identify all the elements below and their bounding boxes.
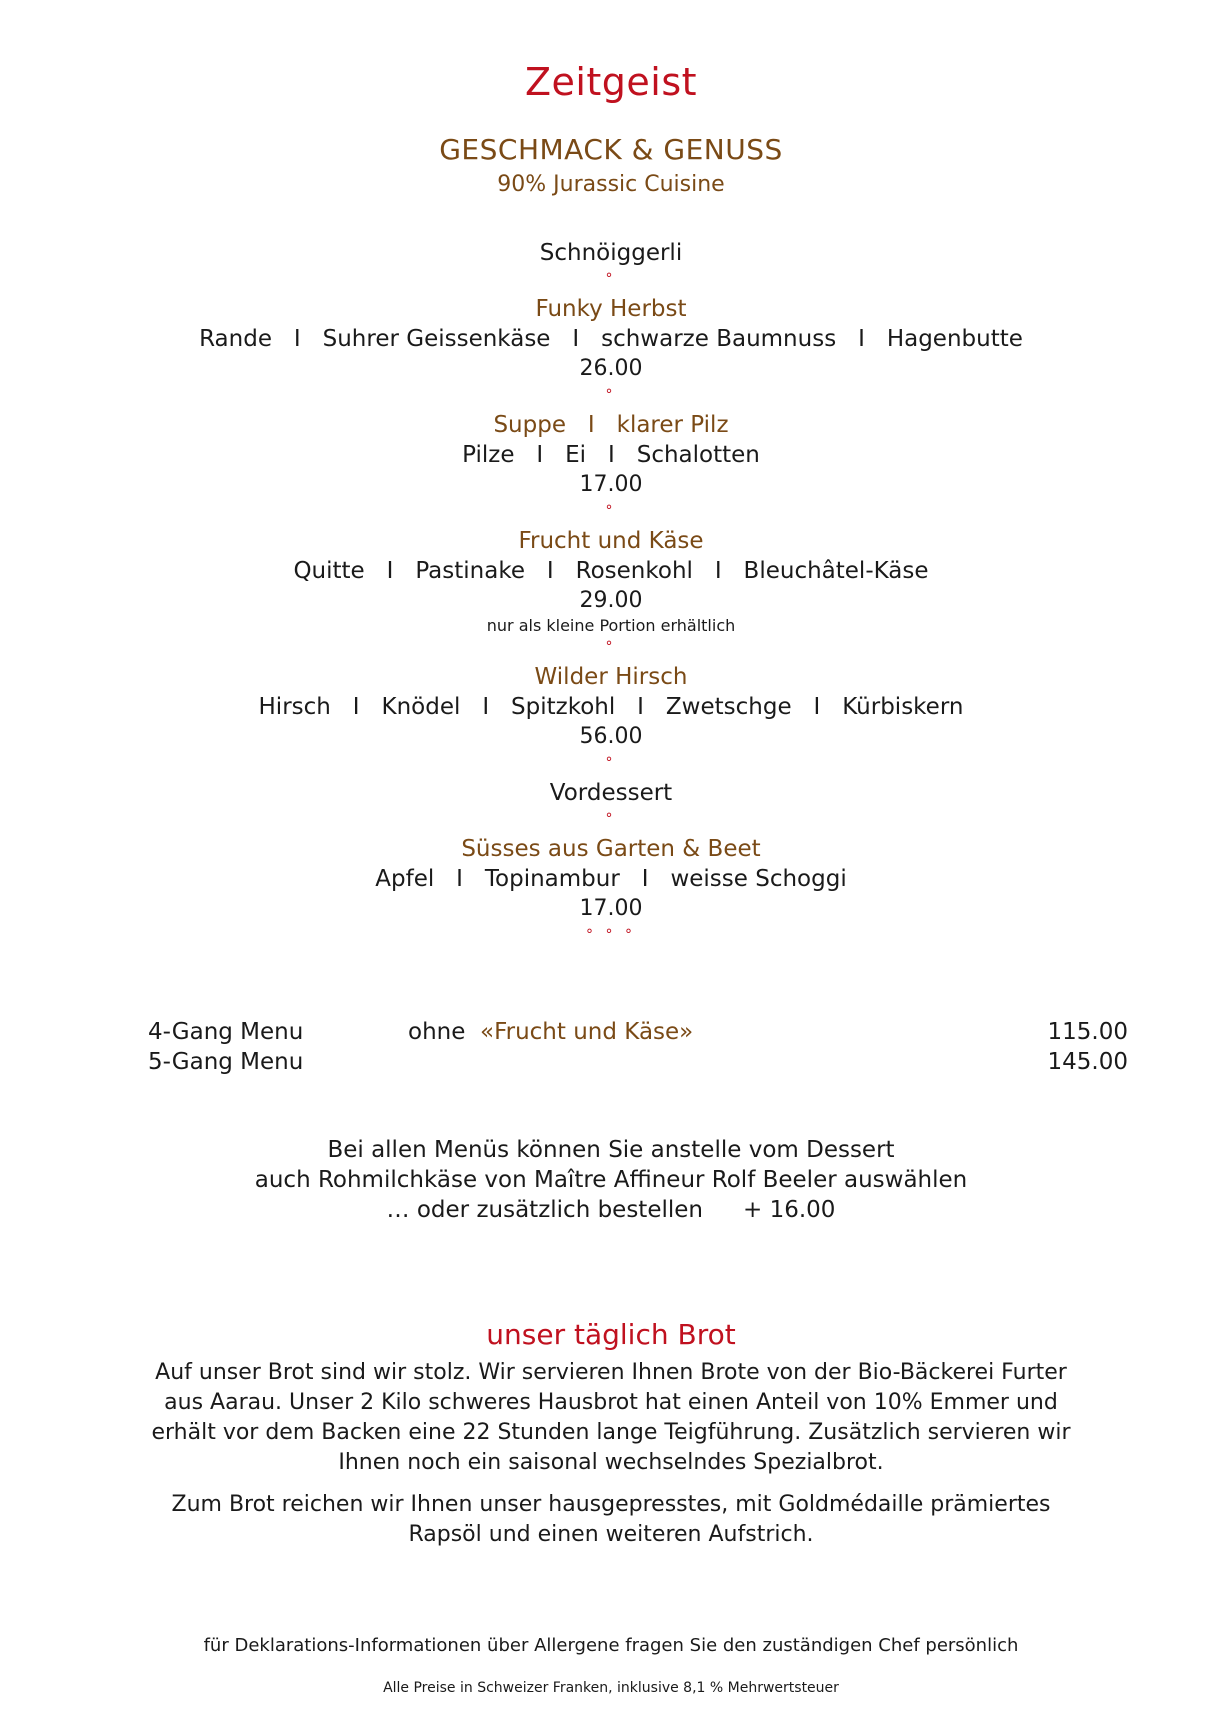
course-ingredients: Quitte I Pastinake I Rosenkohl I Bleuchâtel-Käse (293, 558, 929, 584)
course-note: nur als kleine Portion erhältlich (486, 616, 736, 635)
course-name-suppe: Suppe I klarer Pilz (493, 412, 729, 438)
separator-mark: ° (605, 755, 617, 771)
menu-option-name: 5-Gang Menu (148, 1049, 304, 1075)
separator-mark: ° (605, 503, 617, 519)
course-ingredients: Hirsch I Knödel I Spitzkohl I Zwetschge I Kürbiskern (258, 694, 964, 720)
separator-mark: ° (605, 811, 617, 827)
menu-option-5-gang (148, 1047, 1128, 1077)
alternative-extra-price: + 16.00 (743, 1197, 836, 1223)
bread-paragraph-2: Zum Brot reichen wir Ihnen unser hausgepresstes, mit Goldmédaille prämiertes Rapsöl und einen weiteren Aufstrich. (171, 1492, 1051, 1547)
course-price: 26.00 (579, 356, 643, 381)
allergen-notice: für Deklarations-Informationen über Allergene fragen Sie den zuständigen Chef persönlich (203, 1635, 1019, 1656)
alternative-line-2: auch Rohmilchkäse von Maître Affineur Rolf Beeler auswählen (254, 1167, 968, 1193)
bread-section-title: unser täglich Brot (486, 1318, 736, 1351)
menu-option-price: 115.00 (1047, 1019, 1128, 1045)
menu-option-price: 145.00 (1047, 1049, 1128, 1075)
separator-end-mark: ° ° ° (586, 927, 636, 943)
course-name-vordessert: Vordessert (549, 780, 673, 806)
alternative-line-1: Bei allen Menüs können Sie anstelle vom Dessert (327, 1137, 895, 1163)
vat-notice: Alle Preise in Schweizer Franken, inklusive 8,1 % Mehrwertsteuer (383, 1680, 839, 1696)
bread-paragraph-1: Auf unser Brot sind wir stolz. Wir servieren Ihnen Brote von der Bio-Bäckerei Furter aus Aarau. Unser 2 Kilo schweres Hausbrot hat einen Anteil von 10% Emmer und erhält vor dem Backen eine 22 Stunden lange Teigführung. Zusätzlich servieren wir Ihnen noch ein saisonal wechselndes Spezialbrot. (151, 1360, 1071, 1475)
separator-mark: ° (605, 639, 617, 655)
menu-option-name: 4-Gang Menu (148, 1019, 304, 1045)
alternative-line-3: … oder zusätzlich bestellen (386, 1197, 703, 1223)
bread-section-text (140, 1358, 1082, 1562)
menu-option-note-quote: «Frucht und Käse» (480, 1019, 694, 1045)
alternative-line-3-row (0, 1195, 1222, 1225)
menu-subtitle: GESCHMACK & GENUSS (439, 133, 783, 166)
restaurant-title: Zeitgeist (524, 60, 698, 104)
course-name-frucht-und-kaese: Frucht und Käse (518, 528, 704, 554)
course-price: 17.00 (579, 472, 643, 497)
menu-tagline: 90% Jurassic Cuisine (497, 172, 725, 197)
course-price: 29.00 (579, 588, 643, 613)
course-name-schnoiggerli: Schnöiggerli (539, 240, 683, 266)
course-ingredients: Apfel I Topinambur I weisse Schoggi (375, 866, 847, 892)
course-price: 56.00 (579, 724, 643, 749)
separator-mark: ° (605, 271, 617, 287)
separator-mark: ° (605, 387, 617, 403)
course-price: 17.00 (579, 896, 643, 921)
menu-option-4-gang (148, 1017, 1128, 1047)
menu-options (148, 1017, 1128, 1077)
course-ingredients: Pilze I Ei I Schalotten (462, 442, 760, 468)
course-name-suesses: Süsses aus Garten & Beet (461, 836, 761, 862)
course-name-wilder-hirsch: Wilder Hirsch (534, 664, 688, 690)
cheese-alternative (0, 1135, 1222, 1225)
course-list (0, 238, 1222, 946)
course-ingredients: Rande I Suhrer Geissenkäse I schwarze Baumnuss I Hagenbutte (199, 326, 1023, 352)
menu-option-note-prefix: ohne (408, 1019, 480, 1045)
menu-option-note (408, 1017, 693, 1047)
course-name-funky-herbst: Funky Herbst (535, 296, 687, 322)
